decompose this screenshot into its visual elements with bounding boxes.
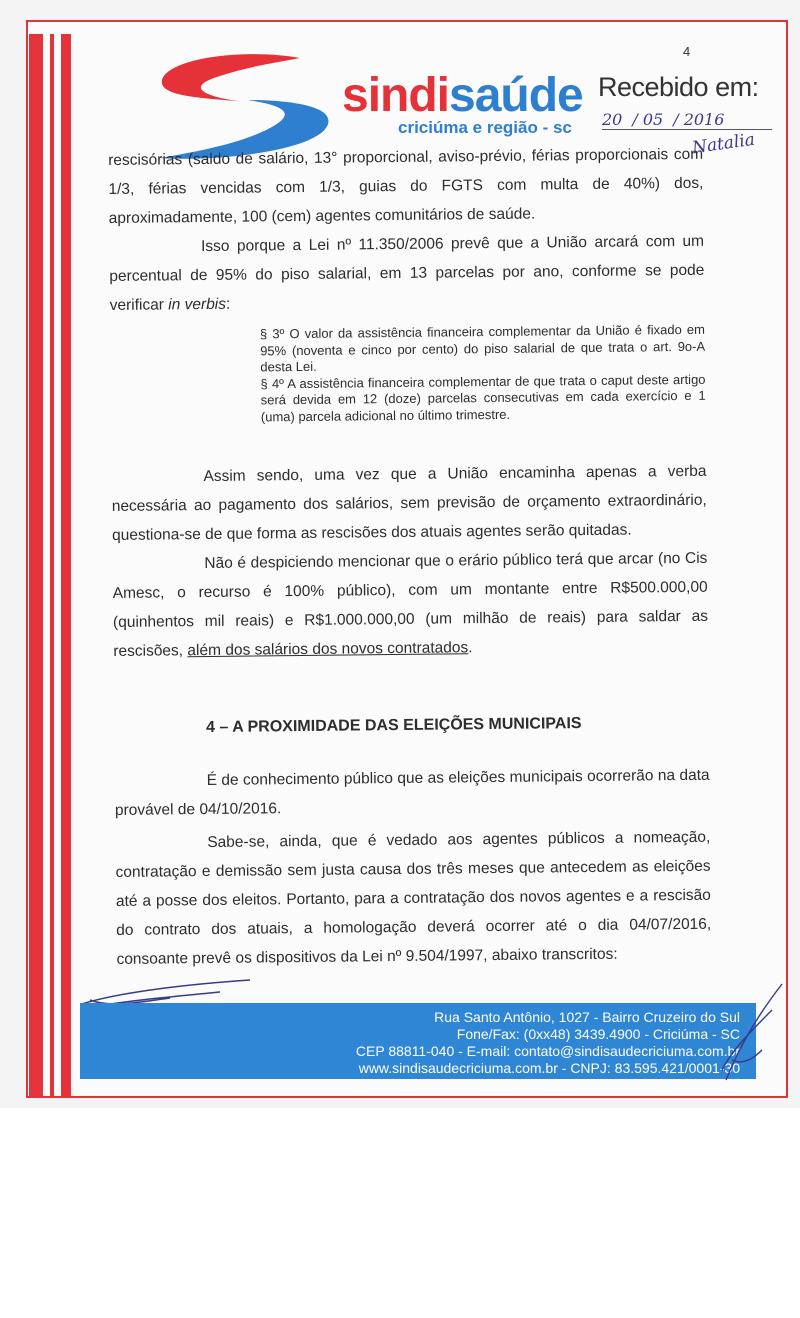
paragraph-2-italic: in verbis [168,295,227,314]
stamp-day: 20 [602,110,623,129]
footer-website: www.sindisaudecriciuma.com.br - CNPJ: 83.595.421/0001-30 [358,1060,740,1076]
paragraph-3: Assim sendo, uma vez que a União encaminha apenas a verba necessária ao pagamento dos salários, sem previsão de orçamento extraordinário, questiona-se de que forma as rescisões dos atuais agentes serão quitadas. [111,462,707,544]
received-stamp-date: 20 / 05 / 2016 [602,110,772,130]
paragraph-4-text: Não é despiciendo mencionar que o erário público terá que arcar (no Cis Amesc, o recurso é 100% público), com um montante entre R$500.000,00 (quinhentos mil reais) e R$1.000.000,00 (um milhão de reais) para saldar as rescisões, [112,549,709,660]
footer-phone: Fone/Fax: (0xx48) 3439.4900 - Criciúma - SC [456,1026,740,1042]
footer-address: Rua Santo Antônio, 1027 - Bairro Cruzeiro do Sul [434,1009,740,1025]
paragraph-4 [112,544,708,666]
law-quote [260,322,706,426]
left-red-bar [29,34,43,1096]
stamp-month: 05 [642,110,664,129]
brand-part-saude: saúde [449,69,583,122]
brand-name [342,69,583,122]
document-body [108,140,712,974]
paragraph-5: É de conhecimento público que as eleições municipais ocorrerão na data provável de 04/10/2016. [114,766,710,819]
footer-contact-bar [80,1003,756,1079]
stamp-year: 2016 [683,110,725,129]
law-quote-paragraph-3: § 3º O valor da assistência financeira complementar da União é fixado em 95% (noventa e cinco por cento) do piso salarial de que trata o art. 9o-A desta Lei. [259,321,706,375]
brand-part-sindi: sindi [342,69,450,122]
paragraph-1: rescisórias (saldo de salário, 13° proporcional, aviso-prévio, férias proporcionais com 1/3, férias vencidas com 1/3, guias do FGTS com multa de 40%) dos, aproximadamente, 100 (cem) agentes comunitários de saúde. [108,145,704,227]
left-red-bar-2 [61,34,71,1096]
paragraph-4-end: . [468,639,473,657]
received-stamp-title: Recebido em: [598,72,759,102]
footer-signature-icon [712,980,792,1090]
stamp-signature: Natalia [690,129,757,159]
paragraph-2-text: Isso porque a Lei nº 11.350/2006 prevê que a União arcará com um percentual de 95% do piso salarial, em 13 parcelas por ano, conforme se pode verificar [109,232,705,314]
brand-tagline: criciúma e região - sc [398,118,572,137]
law-quote-paragraph-4: § 4º A assistência financeira complementar de que trata o caput deste artigo será devida em 12 (doze) parcelas consecutivas em cada exercício e 1 (uma) parcela adicional no último trimestre. [260,371,706,424]
left-red-thin-bar [50,34,54,1096]
paragraph-6: Sabe-se, ainda, que é vedado aos agentes públicos a nomeação, contratação e demissão sem justa causa dos três meses que antecedem as eleições até a posse dos eleitos. Portanto, para a contratação dos novos agentes e a rescisão do contrato dos atuais, a homologação deverá ocorrer até o dia 04/07/2016, consoante prevê os dispositivos da Lei nº 9.504/1997, abaixo transcritos: [115,828,712,968]
paragraph-4-underlined: além dos salários dos novos contratados [187,639,469,660]
swoosh-red [162,54,300,102]
paragraph-2-end: : [225,295,231,313]
footer-email: CEP 88811-040 - E-mail: contato@sindisaudecriciuma.com.br [355,1043,740,1059]
page-number: 4 [683,44,691,59]
paragraph-2 [109,227,705,320]
section-heading: 4 – A PROXIMIDADE DAS ELEIÇÕES MUNICIPAIS [206,715,582,737]
